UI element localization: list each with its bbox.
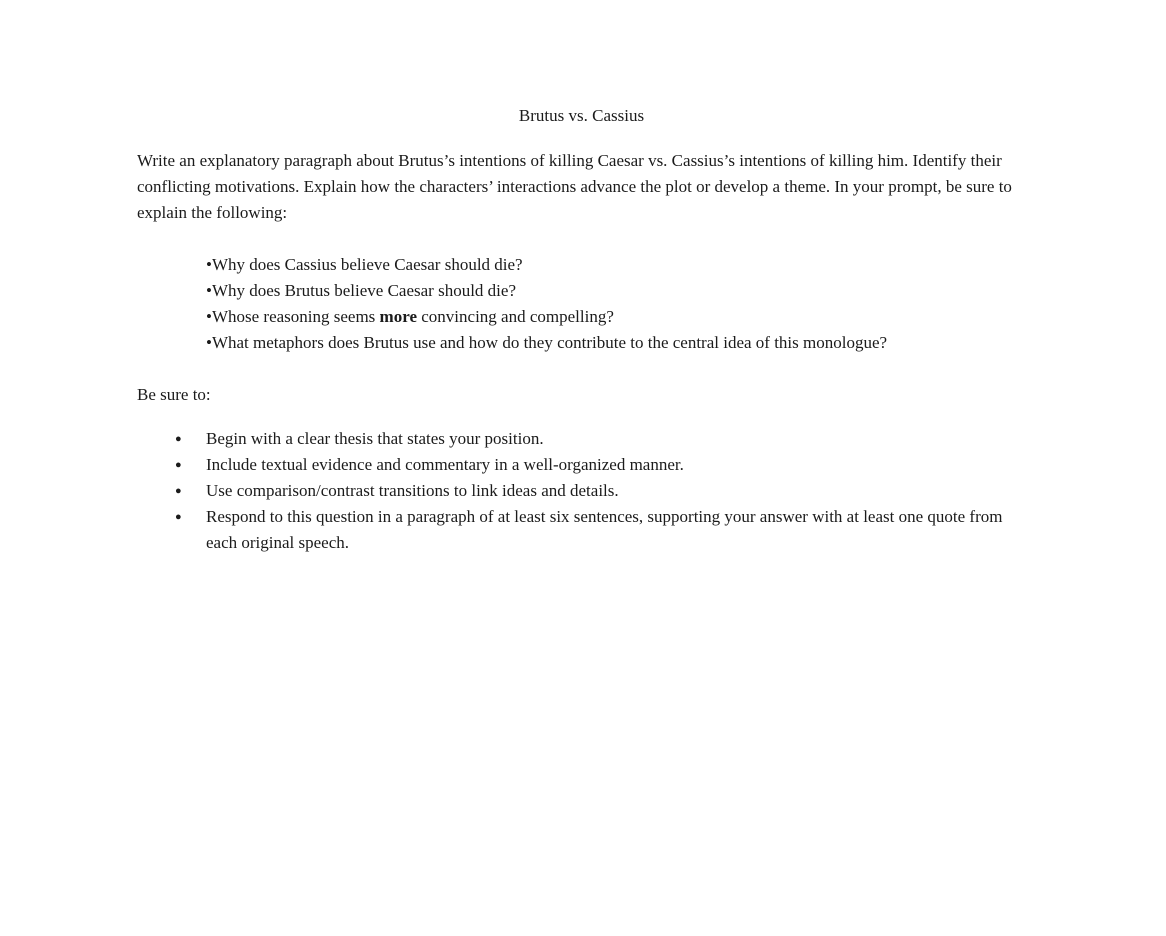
bullet-icon: ● [175,433,182,445]
requirement-item [137,478,1026,504]
requirement-text: Use comparison/contrast transitions to link ideas and details. [206,481,619,500]
bullet-icon: ● [175,459,182,471]
question-text: •What metaphors does Brutus use and how do they contribute to the central idea of this monologue? [206,333,888,352]
intro-paragraph: Write an explanatory paragraph about Brutus’s intentions of killing Caesar vs. Cassius’s intentions of killing him. Identify their conflicting motivations. Explain how the characters’ interactions advance the plot or develop a theme. In your prompt, be sure to explain the following: [137,151,1012,222]
question-item [206,304,1026,330]
bullet-icon: ● [175,485,182,497]
question-text-bold: more [379,307,417,326]
question-text: •Why does Cassius believe Caesar should die? [206,255,523,274]
requirement-text: Begin with a clear thesis that states your position. [206,429,544,448]
question-text: •Why does Brutus believe Caesar should die? [206,281,516,300]
requirement-item [137,452,1026,478]
be-sure-label: Be sure to: [137,385,211,404]
requirement-item [137,504,1026,556]
requirement-text: Include textual evidence and commentary in a well-organized manner. [206,455,684,474]
requirements-list [137,426,1026,556]
document-title: Brutus vs. Cassius [518,106,645,125]
questions-list [206,252,1026,356]
question-text: •Whose reasoning seems [206,307,380,326]
requirement-text: Respond to this question in a paragraph of at least six sentences, supporting your answer with at least one quote from each original speech. [206,507,1003,552]
requirement-item [137,426,1026,452]
question-text: convincing and compelling? [417,307,614,326]
question-item [206,278,1026,304]
question-item [206,330,1026,356]
question-item [206,252,1026,278]
bullet-icon: ● [175,511,182,523]
